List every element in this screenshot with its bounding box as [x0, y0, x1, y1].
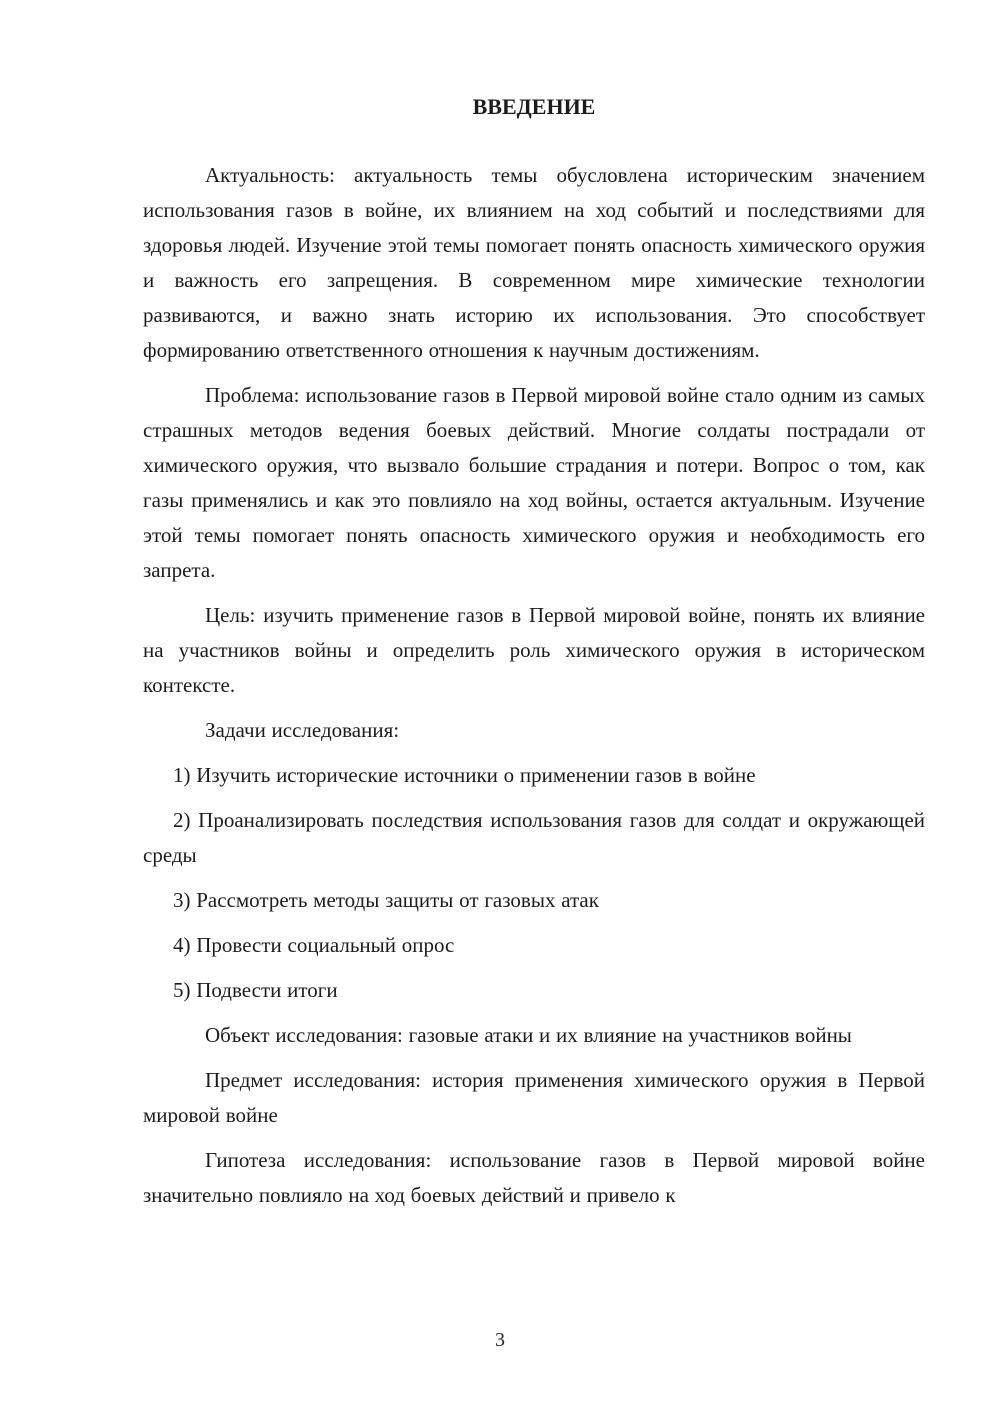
paragraph-subject: Предмет исследования: история применения химического оружия в Первой мировой войне — [143, 1068, 925, 1127]
page-number: 3 — [495, 1329, 505, 1351]
paragraph-object: Объект исследования: газовые атаки и их влияние на участников войны — [205, 1023, 852, 1047]
paragraph-tasks-heading: Задачи исследования: — [205, 718, 400, 742]
task-item-3: 3) Рассмотреть методы защиты от газовых атак — [173, 888, 599, 912]
paragraph-problem: Проблема: использование газов в Первой мировой войне стало одним из самых страшных методов ведения боевых действий. Многие солдаты пострадали от химического оружия, что вызвало большие страдания и потери. Вопрос о том, как газы применялись и как это повлияло на ход войны, остается актуальным. Изучение этой темы помогает понять опасность химического оружия и необходимость его запрета. — [143, 383, 925, 582]
task-item-2: 2) Проанализировать последствия использования газов для солдат и окружающей среды — [143, 808, 925, 867]
paragraph-hypothesis: Гипотеза исследования: использование газов в Первой мировой войне значительно повлияло на ход боевых действий и привело к — [143, 1148, 925, 1207]
section-title: ВВЕДЕНИЕ — [472, 94, 596, 119]
paragraph-relevance: Актуальность: актуальность темы обусловлена историческим значением использования газов в войне, их влиянием на ход событий и последствиями для здоровья людей. Изучение этой темы помогает понять опасность химического оружия и важность его запрещения. В современном мире химические технологии развиваются, и важно знать историю их использования. Это способствует формированию ответственного отношения к научным достижениям. — [143, 163, 925, 362]
task-item-1: 1) Изучить исторические источники о применении газов в войне — [173, 763, 756, 787]
text-block — [143, 0, 925, 1213]
task-item-4: 4) Провести социальный опрос — [173, 933, 455, 957]
task-item-5: 5) Подвести итоги — [173, 978, 338, 1002]
paragraph-goal: Цель: изучить применение газов в Первой мировой войне, понять их влияние на участников войны и определить роль химического оружия в историческом контексте. — [143, 603, 925, 697]
